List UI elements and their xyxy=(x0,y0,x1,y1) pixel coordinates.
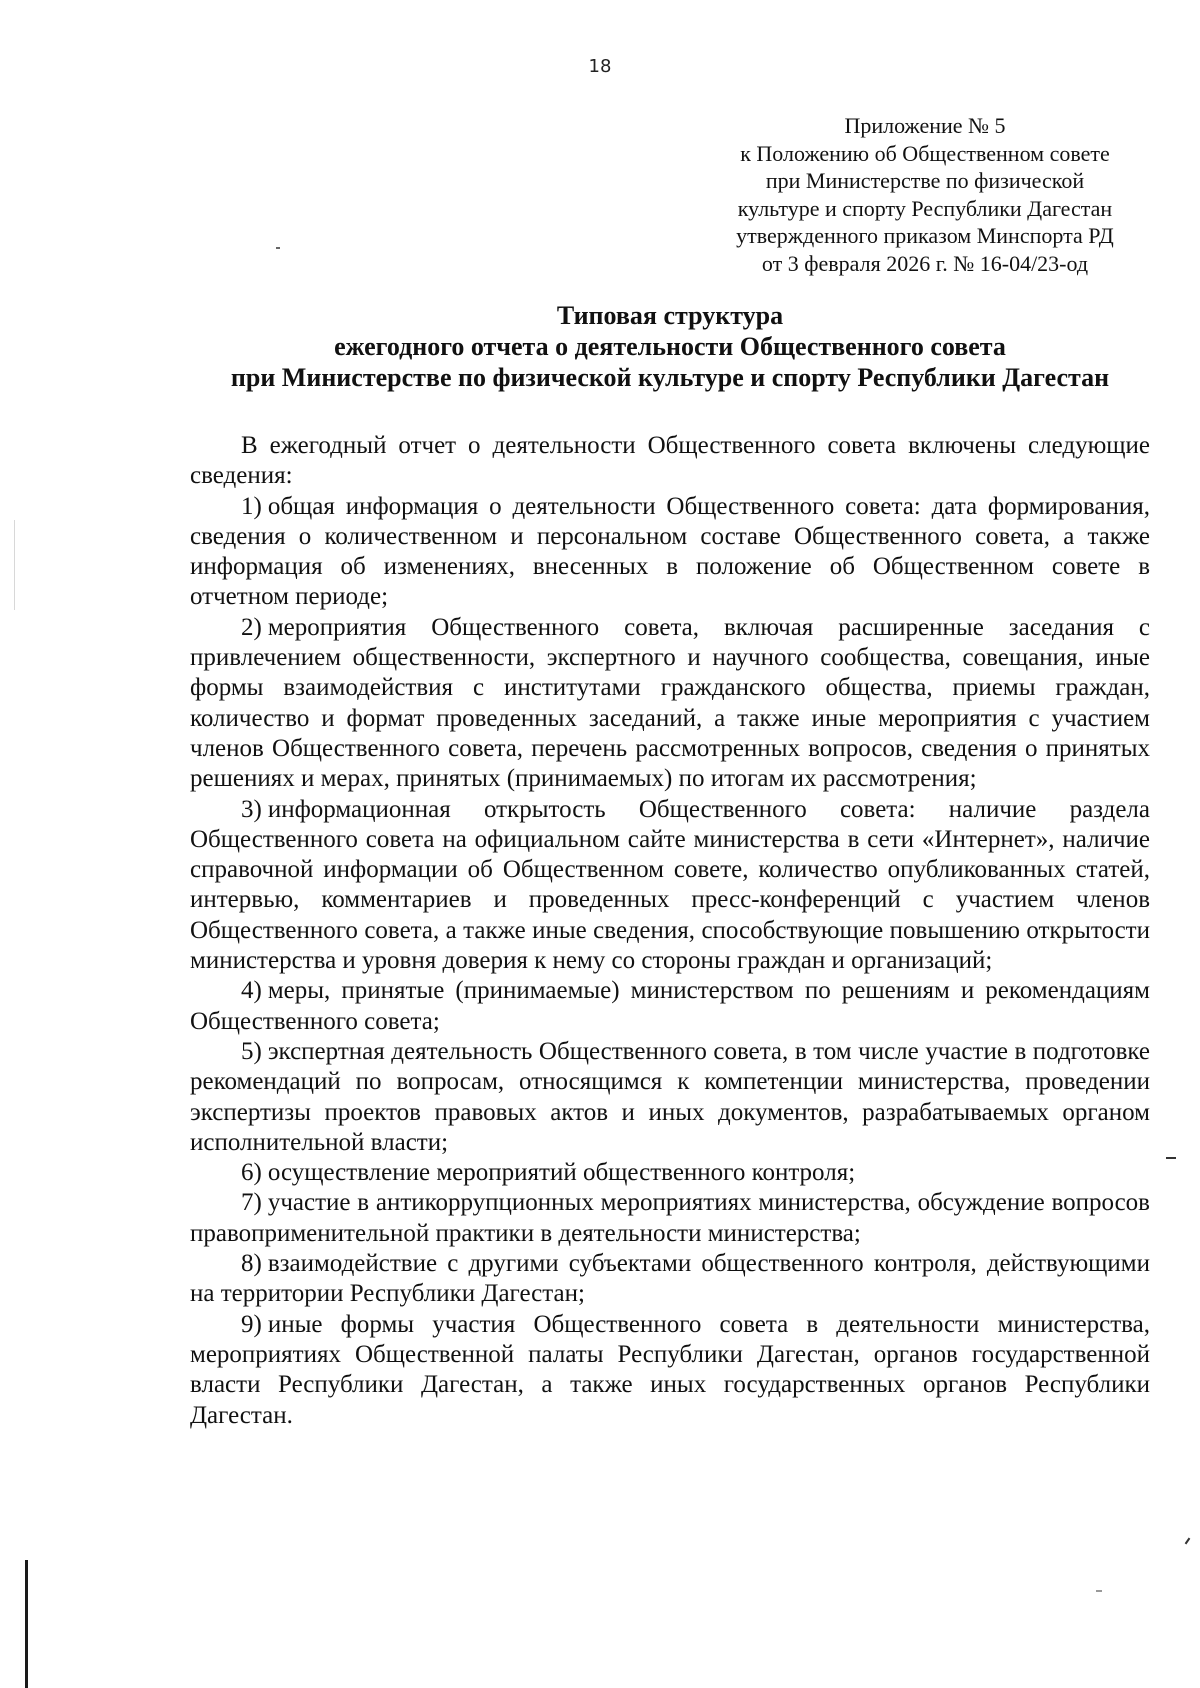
scan-edge-mark xyxy=(14,520,15,610)
list-item-text: взаимодействие с другими субъектами общественного контроля, действующими на территории Республики Дагестан; xyxy=(190,1250,1150,1308)
appendix-line: утвержденного приказом Минспорта РД xyxy=(736,223,1114,249)
title-line: Типовая структура xyxy=(556,301,784,330)
list-item-number: 8) xyxy=(241,1250,262,1278)
appendix-line: от 3 февраля 2026 г. № 16-04/23-од xyxy=(761,250,1089,276)
list-item-text: иные формы участия Общественного совета в деятельности министерства, мероприятиях Общественной палаты Республики Дагестан, органов государственной власти Республики Дагестан, а также иных государственных органов Республики Дагестан. xyxy=(190,1310,1150,1429)
scan-speck xyxy=(1185,1538,1191,1545)
scan-speck xyxy=(276,247,280,249)
intro-paragraph: В ежегодный отчет о деятельности Общественного совета включены следующие сведения: xyxy=(190,432,1150,490)
document-body xyxy=(190,431,1150,1431)
scan-speck xyxy=(1166,1157,1176,1159)
list-item-number: 4) xyxy=(241,977,262,1005)
appendix-line: к Положению об Общественном совете xyxy=(740,140,1110,166)
appendix-line: культуре и спорту Республики Дагестан xyxy=(737,195,1113,221)
list-item-number: 6) xyxy=(241,1159,262,1187)
list-item-number: 3) xyxy=(241,795,262,823)
list-item xyxy=(190,1158,1150,1188)
appendix-header xyxy=(700,112,1150,278)
list-item-number: 1) xyxy=(241,492,262,520)
list-item xyxy=(190,795,1150,977)
list-item-text: общая информация о деятельности Общественного совета: дата формирования, сведения о количественном и персональном составе Общественного совета, а также информация об изменениях, внесенных в положение об Общественном совете в отчетном периоде; xyxy=(190,492,1150,611)
list-item-text: информационная открытость Общественного совета: наличие раздела Общественного совета на официальном сайте министерства в сети «Интернет», наличие справочной информации об Общественном совете, количество опубликованных статей, интервью, комментариев и проведенных пресс-конференций с участием членов Общественного совета, а также иные сведения, способствующие повышению открытости министерства и уровня доверия к нему со стороны граждан и организаций; xyxy=(190,795,1150,975)
list-item xyxy=(190,976,1150,1037)
list-item-number: 7) xyxy=(241,1189,262,1217)
list-item xyxy=(190,1188,1150,1249)
list-item xyxy=(190,1037,1150,1158)
title-line: ежегодного отчета о деятельности Общественного совета xyxy=(334,332,1006,361)
document-title xyxy=(190,300,1150,393)
list-item-text: меры, принятые (принимаемые) министерством по решениям и рекомендациям Общественного совета; xyxy=(190,977,1150,1035)
list-item-number: 2) xyxy=(241,613,262,641)
page-number: 18 xyxy=(588,56,612,77)
list-item-number: 9) xyxy=(241,1310,262,1338)
list-item xyxy=(190,492,1150,613)
scan-speck xyxy=(1096,1590,1102,1592)
appendix-line: Приложение № 5 xyxy=(844,113,1006,138)
list-item-number: 5) xyxy=(241,1037,262,1065)
list-item xyxy=(190,1249,1150,1310)
title-line: при Министерстве по физической культуре и спорту Республики Дагестан xyxy=(230,363,1110,392)
list-item-text: экспертная деятельность Общественного совета, в том числе участие в подготовке рекомендаций по вопросам, относящимся к компетенции министерства, проведении экспертизы проектов правовых актов и иных документов, разрабатываемых органом исполнительной власти; xyxy=(190,1037,1150,1156)
list-item-text: участие в антикоррупционных мероприятиях министерства, обсуждение вопросов правоприменительной практики в деятельности министерства; xyxy=(190,1189,1150,1247)
scan-edge-mark xyxy=(25,1560,28,1688)
list-item xyxy=(190,1310,1150,1431)
list-item-text: мероприятия Общественного совета, включая расширенные заседания с привлечением общественности, экспертного и научного сообщества, совещания, иные формы взаимодействия с институтами гражданского общества, приемы граждан, количество и формат проведенных заседаний, а также иные мероприятия с участием членов Общественного совета, перечень рассмотренных вопросов, сведения о принятых решениях и мерах, принятых (принимаемых) по итогам их рассмотрения; xyxy=(190,613,1150,793)
list-item xyxy=(190,613,1150,795)
appendix-line: при Министерстве по физической xyxy=(765,168,1085,194)
list-item-text: осуществление мероприятий общественного контроля; xyxy=(267,1159,856,1187)
